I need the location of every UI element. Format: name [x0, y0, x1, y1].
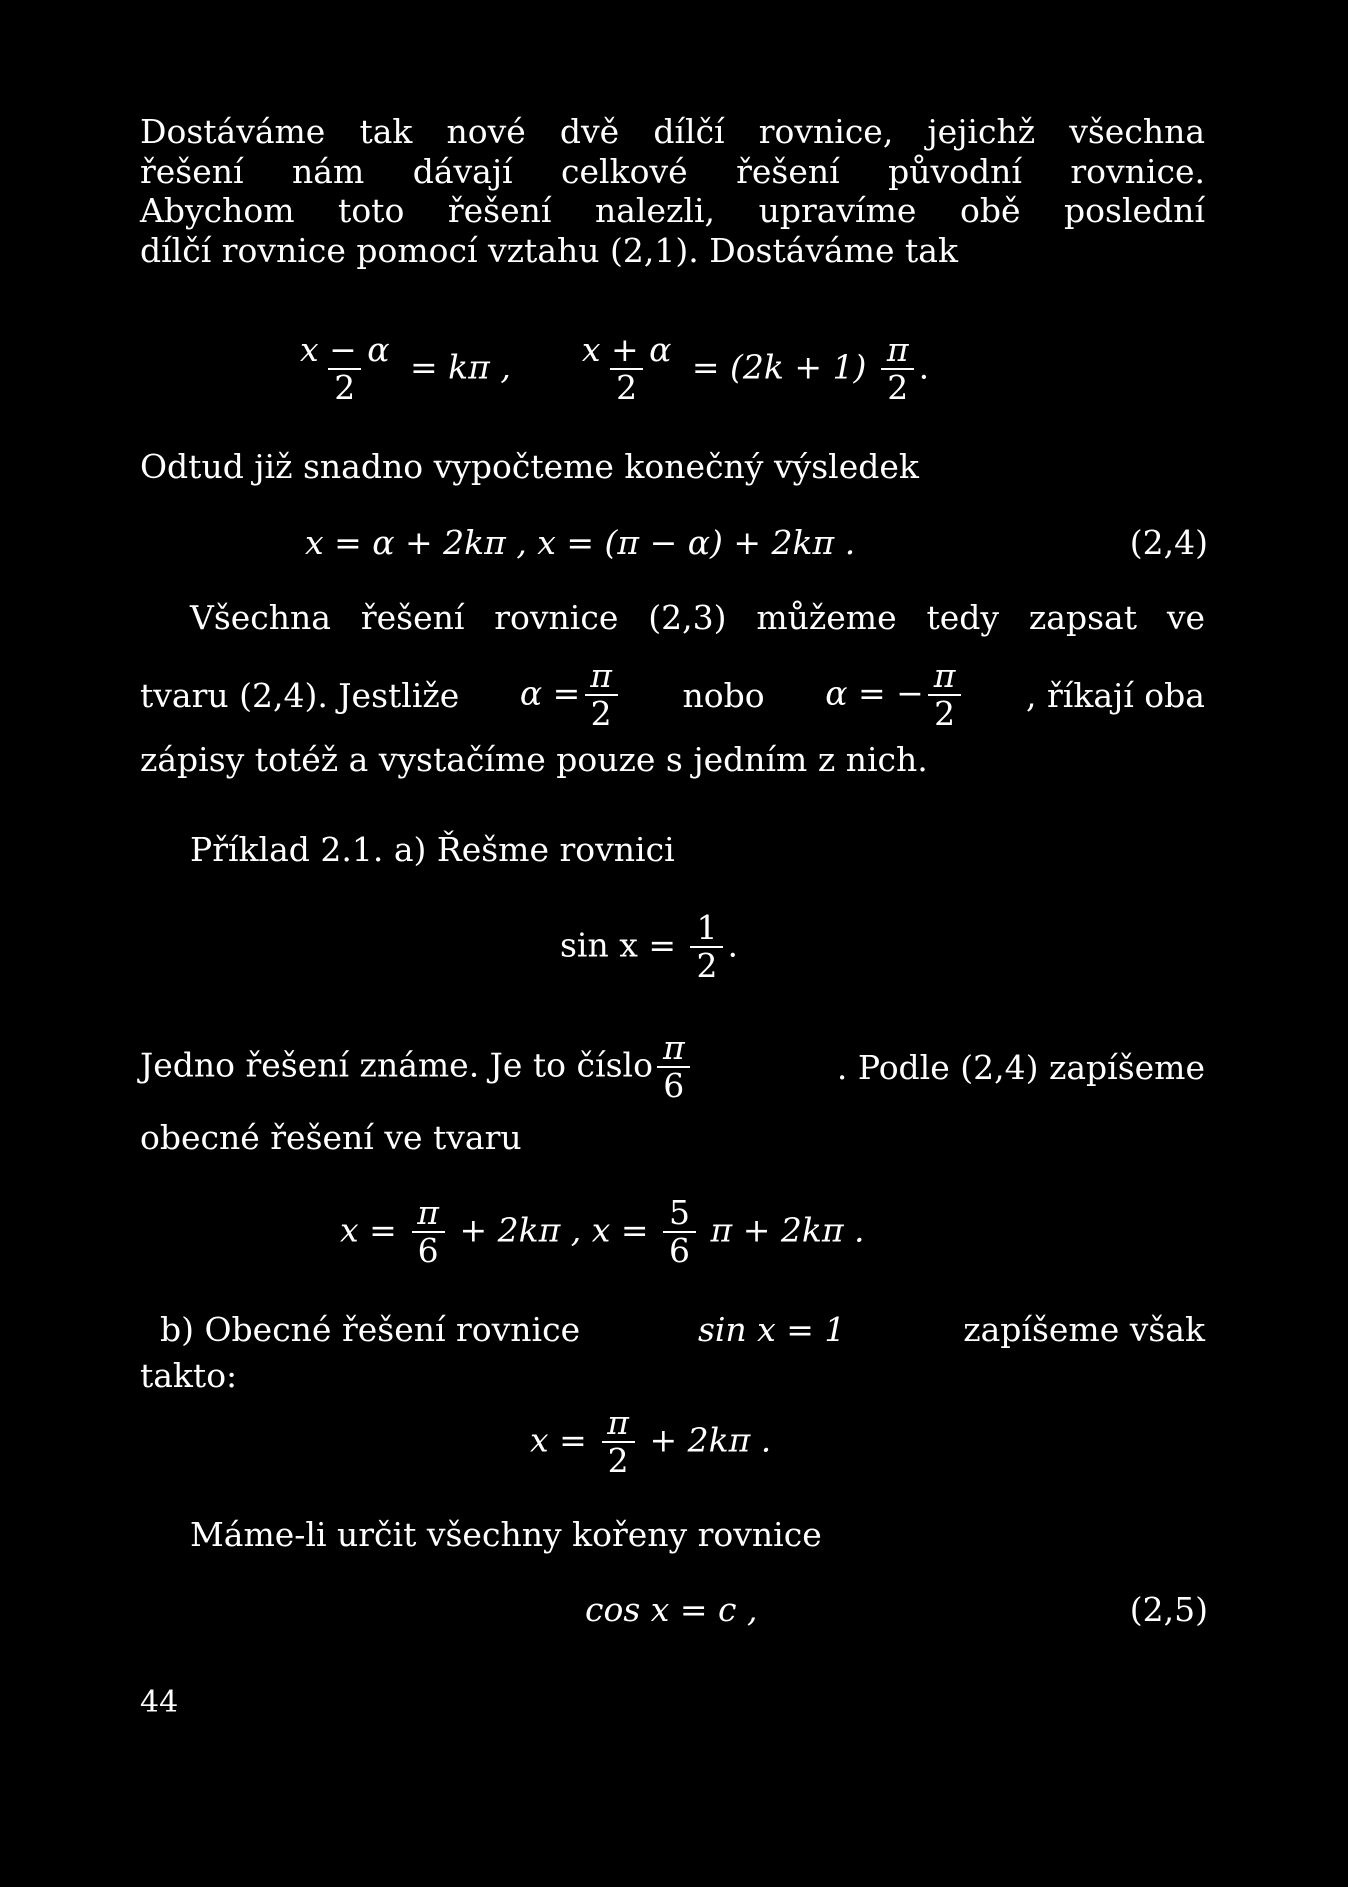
page-number: 44 [140, 1685, 179, 1720]
denominator: 2 [928, 694, 961, 732]
fraction [576, 332, 678, 407]
equation-solutions-sin-half [340, 1195, 865, 1270]
text-line: zápisy totéž a vystačíme pouze s jedním z nich. [140, 740, 928, 779]
fraction [601, 1405, 635, 1480]
text-line: obecné řešení ve tvaru [140, 1118, 522, 1157]
equation-text: = kπ , [410, 347, 511, 387]
numerator: π [417, 1193, 439, 1232]
equation-half-angles: $\frac{x - \alpha}{2}$ = kπ , $\frac{x + \alpha}{2}$ = (2k + 1) $\frac{\pi}{2}$ . [290, 332, 929, 407]
text-line: dílčí rovnice pomocí vztahu (2,1). Dostáváme tak [140, 230, 958, 270]
text-line: takto: [140, 1356, 238, 1395]
text-line: Máme-li určit všechny kořeny rovnice [190, 1515, 822, 1554]
line-jedno [140, 1030, 1205, 1105]
paragraph-vsechna [190, 598, 1205, 638]
numerator: π [886, 330, 909, 369]
paragraph-takto [140, 1356, 1205, 1396]
denominator: 6 [657, 1066, 690, 1104]
example-heading [190, 830, 1205, 870]
denominator: 2 [585, 694, 618, 732]
denominator: 2 [602, 1441, 635, 1479]
text-line: Příklad 2.1. a) Řešme rovnici [190, 830, 675, 869]
equation-text: x = [530, 1420, 587, 1460]
equation-text: π + 2kπ . [710, 1210, 865, 1250]
equation-text: x = [340, 1210, 397, 1250]
fraction [657, 1030, 691, 1105]
equation-sin-one [530, 1405, 771, 1480]
denominator: 2 [610, 368, 643, 406]
text-line: řešení nám dávají celkové řešení původní rovnice. [140, 151, 1205, 191]
paragraph-obecne [140, 1118, 1205, 1158]
text-fragment: zapíšeme však [963, 1310, 1205, 1349]
text-fragment: Jedno řešení známe. Je to číslo [140, 1045, 653, 1085]
fraction [294, 332, 396, 407]
paragraph-mame-li [190, 1515, 1205, 1555]
fraction [584, 658, 618, 733]
numerator: 1 [696, 908, 718, 947]
math-inline: sin x = 1 [697, 1310, 846, 1349]
equation-text: = (2k + 1) [691, 347, 867, 387]
text-line: Odtud již snadno vypočteme konečný výsledek [140, 447, 919, 486]
numerator: π [662, 1028, 685, 1067]
text-fragment: , říkají oba [1026, 675, 1205, 715]
equation-text: + 2kπ . [649, 1420, 772, 1460]
paragraph-zapisy [140, 740, 1205, 780]
line-b [160, 1310, 1205, 1350]
denominator: 6 [412, 1231, 445, 1269]
fraction [411, 1195, 445, 1270]
equation-cos: cos x = c , [585, 1590, 758, 1629]
equation-general-sin: x = α + 2kπ , x = (π − α) + 2kπ . [305, 523, 856, 562]
fraction [690, 910, 723, 985]
text-fragment: tvaru (2,4). Jestliže [140, 675, 460, 715]
numerator: π [933, 656, 956, 695]
numerator: π [590, 656, 612, 695]
numerator: x − α [300, 330, 390, 369]
numerator: x + α [581, 330, 672, 369]
fraction [928, 658, 962, 733]
numerator: π [607, 1403, 629, 1442]
equation-text: sin x = [560, 925, 676, 965]
denominator: 2 [881, 368, 914, 406]
numerator: 5 [669, 1193, 691, 1232]
fraction [663, 1195, 696, 1270]
text-line: Abychom toto řešení nalezli, upravíme obě poslední [140, 191, 1205, 231]
denominator: 6 [663, 1231, 696, 1269]
paragraph-intro [140, 112, 1205, 270]
math-alpha: α = [519, 673, 581, 713]
equation-tag: (2,5) [1129, 1590, 1208, 1629]
text-fragment: nobo [682, 675, 765, 715]
math-alpha: α = − [825, 673, 924, 713]
text-line: Všechna řešení rovnice (2,3) můžeme tedy zapsat ve [190, 598, 1205, 637]
equation-sin-half: sin x = $\frac{1}{2}$ . [560, 908, 738, 986]
text-line: Dostáváme tak nové dvě dílčí rovnice, jejichž všechna [140, 112, 1205, 151]
paragraph-odtud [140, 447, 1205, 487]
equation-text: + 2kπ , x = [459, 1210, 649, 1250]
denominator: 2 [328, 368, 361, 406]
equation-tag: (2,4) [1129, 523, 1208, 562]
text-fragment: b) Obecné řešení rovnice [160, 1310, 581, 1349]
text-fragment: . Podle (2,4) zapíšeme [836, 1047, 1205, 1087]
line-tvaru [140, 658, 1205, 733]
denominator: 2 [690, 946, 723, 984]
fraction [881, 332, 915, 407]
